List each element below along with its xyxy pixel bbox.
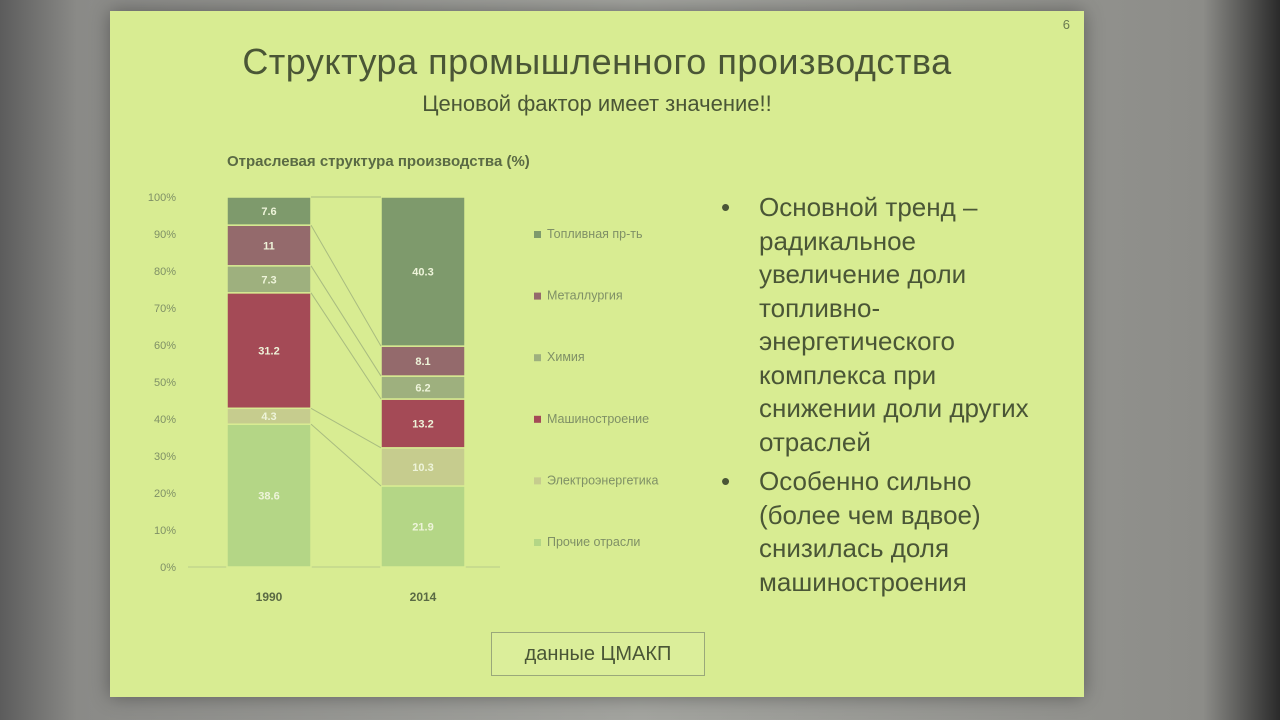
bullet-text: Основной тренд – радикальное увеличение доли топливно-энергетического комплекса при снижении доли других отраслей — [759, 192, 1029, 457]
y-tick-label: 90% — [153, 229, 176, 241]
y-tick-label: 0% — [160, 562, 176, 574]
data-label: 13.2 — [412, 418, 434, 431]
slide-subtitle: Ценовой фактор имеет значение!! — [422, 91, 772, 116]
data-label: 10.3 — [412, 461, 434, 474]
legend-label: Топливная пр-ть — [547, 227, 643, 241]
x-tick-label: 2014 — [409, 590, 437, 604]
x-tick-label: 1990 — [255, 590, 283, 604]
series-connector — [311, 225, 381, 346]
y-tick-label: 30% — [153, 451, 176, 463]
data-label: 40.3 — [412, 266, 434, 279]
legend-label: Металлургия — [547, 288, 623, 303]
y-tick-label: 80% — [153, 266, 176, 278]
bullet-dot-icon: • — [721, 466, 731, 496]
data-label: 38.6 — [258, 490, 280, 503]
bullet-list — [715, 191, 1045, 605]
data-label: 7.6 — [261, 206, 277, 219]
stacked-bar-chart — [130, 186, 710, 606]
y-tick-label: 70% — [153, 303, 176, 315]
legend-label: Прочие отрасли — [547, 535, 641, 549]
data-label: 21.9 — [412, 521, 434, 534]
legend-label: Электроэнергетика — [547, 473, 659, 488]
data-label: 31.2 — [258, 345, 280, 358]
y-tick-label: 20% — [153, 488, 176, 500]
chart-title: Отраслевая структура производства (%) — [227, 153, 530, 170]
bullet-item — [715, 191, 1045, 459]
bullet-text: Особенно сильно (более чем вдвое) снизилась доля машиностроения — [759, 466, 981, 597]
legend-swatch — [534, 539, 541, 546]
y-tick-label: 10% — [153, 525, 176, 537]
slide-number: 6 — [1062, 17, 1070, 32]
slide — [110, 11, 1084, 697]
bullet-dot-icon: • — [721, 192, 731, 222]
y-tick-label: 40% — [153, 414, 176, 426]
y-tick-label: 100% — [147, 192, 176, 204]
legend-label: Машиностроение — [547, 411, 650, 426]
bullet-item — [715, 465, 1045, 599]
source-box: данные ЦМАКП — [491, 632, 705, 676]
legend-swatch — [534, 477, 541, 484]
slide-title: Структура промышленного производства — [242, 41, 952, 82]
series-connector — [311, 408, 381, 448]
legend-swatch — [534, 416, 541, 423]
legend-swatch — [534, 293, 541, 300]
data-label: 6.2 — [415, 382, 431, 395]
data-label: 7.3 — [261, 274, 277, 287]
legend-swatch — [534, 231, 541, 238]
series-connector — [311, 424, 381, 486]
data-label: 4.3 — [261, 411, 277, 424]
y-tick-label: 50% — [153, 377, 176, 389]
data-label: 11 — [263, 240, 275, 253]
data-label: 8.1 — [415, 356, 431, 369]
legend-swatch — [534, 354, 541, 361]
series-connector — [311, 266, 381, 376]
y-tick-label: 60% — [153, 340, 176, 352]
series-connector — [311, 293, 381, 399]
legend-label: Химия — [547, 350, 585, 365]
